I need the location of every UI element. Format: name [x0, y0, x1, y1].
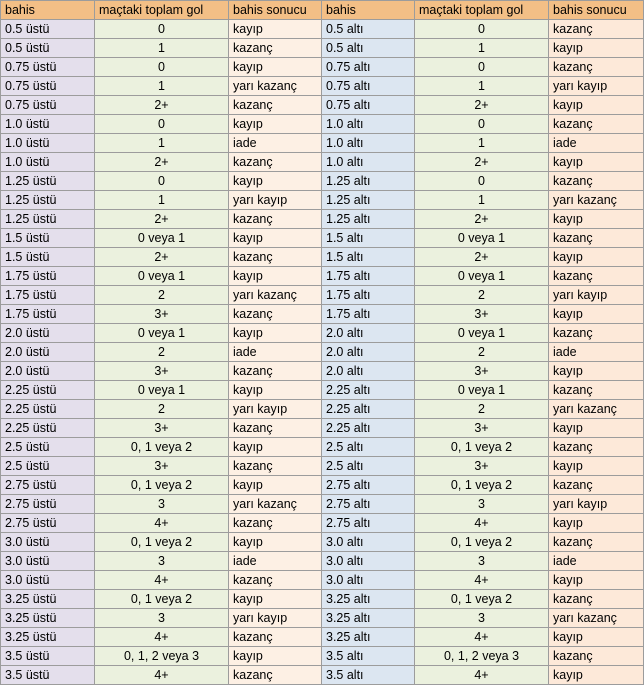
sonuc-alt-cell[interactable]: kayıp [549, 210, 644, 229]
gol-alt-cell[interactable]: 0, 1 veya 2 [415, 476, 549, 495]
gol-ust-cell[interactable]: 1 [95, 77, 229, 96]
sonuc-alt-cell[interactable]: kayıp [549, 419, 644, 438]
sonuc-alt-cell[interactable]: kayıp [549, 153, 644, 172]
table-row [1, 609, 644, 628]
sonuc-ust-cell[interactable]: yarı kayıp [229, 609, 322, 628]
sonuc-alt-cell[interactable]: kazanç [549, 590, 644, 609]
bahis-alt-cell[interactable]: 0.75 altı [322, 96, 415, 115]
bahis-ust-cell[interactable]: 2.5 üstü [1, 438, 95, 457]
bahis-alt-cell[interactable]: 3.5 altı [322, 666, 415, 685]
gol-ust-cell[interactable]: 3 [95, 552, 229, 571]
table-row [1, 419, 644, 438]
sonuc-alt-cell[interactable]: kayıp [549, 96, 644, 115]
gol-ust-cell[interactable]: 3+ [95, 457, 229, 476]
table-row [1, 628, 644, 647]
bahis-alt-cell[interactable]: 0.5 altı [322, 20, 415, 39]
bahis-alt-cell[interactable]: 3.25 altı [322, 628, 415, 647]
table-row [1, 571, 644, 590]
gol-alt-cell[interactable]: 3+ [415, 305, 549, 324]
sonuc-alt-cell[interactable]: yarı kayıp [549, 495, 644, 514]
table-row [1, 77, 644, 96]
sonuc-alt-cell[interactable]: kazanç [549, 172, 644, 191]
table-row [1, 172, 644, 191]
gol-alt-cell[interactable]: 0 veya 1 [415, 381, 549, 400]
sonuc-alt-cell[interactable]: yarı kazanç [549, 400, 644, 419]
gol-alt-cell[interactable]: 2+ [415, 96, 549, 115]
bahis-ust-cell[interactable]: 1.25 üstü [1, 191, 95, 210]
gol-ust-cell[interactable]: 4+ [95, 628, 229, 647]
header-cell-bahis-alt[interactable]: bahis [322, 1, 415, 20]
bahis-alt-cell[interactable]: 2.25 altı [322, 400, 415, 419]
gol-ust-cell[interactable]: 1 [95, 191, 229, 210]
bahis-ust-cell[interactable]: 1.25 üstü [1, 172, 95, 191]
table-body [1, 1, 644, 685]
sonuc-alt-cell[interactable]: kazanç [549, 647, 644, 666]
gol-ust-cell[interactable]: 0 veya 1 [95, 381, 229, 400]
gol-ust-cell[interactable]: 3+ [95, 305, 229, 324]
header-row [1, 1, 644, 20]
gol-alt-cell[interactable]: 4+ [415, 571, 549, 590]
bahis-ust-cell[interactable]: 3.0 üstü [1, 533, 95, 552]
table-row [1, 533, 644, 552]
bahis-ust-cell[interactable]: 0.75 üstü [1, 58, 95, 77]
gol-ust-cell[interactable]: 3 [95, 495, 229, 514]
bahis-ust-cell[interactable]: 3.25 üstü [1, 590, 95, 609]
header-cell-sonuc-ust[interactable]: bahis sonucu [229, 1, 322, 20]
sonuc-ust-cell[interactable]: iade [229, 134, 322, 153]
gol-ust-cell[interactable]: 2+ [95, 96, 229, 115]
sonuc-alt-cell[interactable]: kayıp [549, 248, 644, 267]
bahis-ust-cell[interactable]: 0.75 üstü [1, 77, 95, 96]
bahis-alt-cell[interactable]: 2.5 altı [322, 457, 415, 476]
gol-alt-cell[interactable]: 4+ [415, 514, 549, 533]
sonuc-alt-cell[interactable]: kayıp [549, 305, 644, 324]
gol-ust-cell[interactable]: 0 [95, 58, 229, 77]
bahis-alt-cell[interactable]: 2.75 altı [322, 514, 415, 533]
sonuc-ust-cell[interactable]: kayıp [229, 533, 322, 552]
table-row [1, 495, 644, 514]
sonuc-ust-cell[interactable]: kazanç [229, 419, 322, 438]
gol-ust-cell[interactable]: 0 veya 1 [95, 324, 229, 343]
sonuc-alt-cell[interactable]: kayıp [549, 666, 644, 685]
table-row [1, 343, 644, 362]
bahis-alt-cell[interactable]: 1.75 altı [322, 305, 415, 324]
sonuc-alt-cell[interactable]: yarı kazanç [549, 609, 644, 628]
bahis-ust-cell[interactable]: 3.5 üstü [1, 647, 95, 666]
gol-alt-cell[interactable]: 1 [415, 39, 549, 58]
sonuc-alt-cell[interactable]: kazanç [549, 381, 644, 400]
gol-alt-cell[interactable]: 2 [415, 286, 549, 305]
bahis-ust-cell[interactable]: 2.0 üstü [1, 343, 95, 362]
table-row [1, 153, 644, 172]
gol-alt-cell[interactable]: 2+ [415, 210, 549, 229]
sonuc-ust-cell[interactable]: kazanç [229, 666, 322, 685]
sonuc-alt-cell[interactable]: kazanç [549, 229, 644, 248]
gol-ust-cell[interactable]: 4+ [95, 514, 229, 533]
sonuc-ust-cell[interactable]: yarı kayıp [229, 191, 322, 210]
sonuc-alt-cell[interactable]: kayıp [549, 628, 644, 647]
table-row [1, 134, 644, 153]
gol-alt-cell[interactable]: 3 [415, 552, 549, 571]
table-row [1, 267, 644, 286]
bahis-alt-cell[interactable]: 1.25 altı [322, 191, 415, 210]
gol-ust-cell[interactable]: 0, 1 veya 2 [95, 438, 229, 457]
gol-ust-cell[interactable]: 2+ [95, 210, 229, 229]
bahis-alt-cell[interactable]: 2.5 altı [322, 438, 415, 457]
table-row [1, 115, 644, 134]
sonuc-alt-cell[interactable]: iade [549, 134, 644, 153]
bahis-ust-cell[interactable]: 1.0 üstü [1, 153, 95, 172]
bahis-alt-cell[interactable]: 1.5 altı [322, 229, 415, 248]
gol-ust-cell[interactable]: 4+ [95, 666, 229, 685]
gol-alt-cell[interactable]: 0 [415, 115, 549, 134]
sonuc-alt-cell[interactable]: kayıp [549, 362, 644, 381]
sonuc-ust-cell[interactable]: kayıp [229, 115, 322, 134]
bahis-ust-cell[interactable]: 1.5 üstü [1, 229, 95, 248]
table-row [1, 58, 644, 77]
bahis-ust-cell[interactable]: 3.0 üstü [1, 552, 95, 571]
table-row [1, 229, 644, 248]
gol-alt-cell[interactable]: 3+ [415, 419, 549, 438]
gol-alt-cell[interactable]: 0, 1 veya 2 [415, 533, 549, 552]
sonuc-ust-cell[interactable]: kazanç [229, 248, 322, 267]
table-row [1, 438, 644, 457]
gol-alt-cell[interactable]: 0 veya 1 [415, 229, 549, 248]
bahis-ust-cell[interactable]: 2.75 üstü [1, 514, 95, 533]
gol-ust-cell[interactable]: 1 [95, 39, 229, 58]
bahis-alt-cell[interactable]: 3.25 altı [322, 590, 415, 609]
gol-alt-cell[interactable]: 1 [415, 77, 549, 96]
gol-alt-cell[interactable]: 3+ [415, 362, 549, 381]
sonuc-alt-cell[interactable]: kazanç [549, 20, 644, 39]
bahis-alt-cell[interactable]: 1.5 altı [322, 248, 415, 267]
sonuc-alt-cell[interactable]: yarı kazanç [549, 191, 644, 210]
bahis-alt-cell[interactable]: 2.75 altı [322, 495, 415, 514]
bahis-ust-cell[interactable]: 3.25 üstü [1, 609, 95, 628]
bahis-alt-cell[interactable]: 3.0 altı [322, 533, 415, 552]
bahis-ust-cell[interactable]: 2.0 üstü [1, 324, 95, 343]
gol-alt-cell[interactable]: 0, 1 veya 2 [415, 590, 549, 609]
bahis-ust-cell[interactable]: 2.75 üstü [1, 495, 95, 514]
sonuc-alt-cell[interactable]: yarı kayıp [549, 77, 644, 96]
sonuc-ust-cell[interactable]: kazanç [229, 210, 322, 229]
bahis-alt-cell[interactable]: 0.75 altı [322, 58, 415, 77]
sonuc-alt-cell[interactable]: kazanç [549, 533, 644, 552]
bahis-ust-cell[interactable]: 3.0 üstü [1, 571, 95, 590]
bahis-alt-cell[interactable]: 3.5 altı [322, 647, 415, 666]
bahis-ust-cell[interactable]: 3.5 üstü [1, 666, 95, 685]
bahis-ust-cell[interactable]: 2.25 üstü [1, 419, 95, 438]
bahis-alt-cell[interactable]: 0.75 altı [322, 77, 415, 96]
table-row [1, 286, 644, 305]
table-row [1, 248, 644, 267]
gol-alt-cell[interactable]: 4+ [415, 628, 549, 647]
gol-alt-cell[interactable]: 4+ [415, 666, 549, 685]
header-cell-sonuc-alt[interactable]: bahis sonucu [549, 1, 644, 20]
bahis-alt-cell[interactable]: 3.25 altı [322, 609, 415, 628]
gol-alt-cell[interactable]: 1 [415, 191, 549, 210]
table-row [1, 305, 644, 324]
table-row [1, 552, 644, 571]
sonuc-ust-cell[interactable]: kayıp [229, 476, 322, 495]
sonuc-ust-cell[interactable]: kayıp [229, 438, 322, 457]
gol-ust-cell[interactable]: 2 [95, 400, 229, 419]
sonuc-ust-cell[interactable]: kayıp [229, 20, 322, 39]
gol-ust-cell[interactable]: 4+ [95, 571, 229, 590]
gol-ust-cell[interactable]: 0 [95, 172, 229, 191]
bahis-alt-cell[interactable]: 2.0 altı [322, 324, 415, 343]
gol-ust-cell[interactable]: 0 [95, 115, 229, 134]
gol-alt-cell[interactable]: 3 [415, 495, 549, 514]
bahis-alt-cell[interactable]: 2.0 altı [322, 362, 415, 381]
table-row [1, 647, 644, 666]
gol-ust-cell[interactable]: 0, 1 veya 2 [95, 533, 229, 552]
table-row [1, 96, 644, 115]
table-row [1, 457, 644, 476]
bahis-alt-cell[interactable]: 2.75 altı [322, 476, 415, 495]
sonuc-alt-cell[interactable]: kayıp [549, 457, 644, 476]
sonuc-ust-cell[interactable]: kazanç [229, 457, 322, 476]
sonuc-ust-cell[interactable]: kayıp [229, 324, 322, 343]
table-row [1, 666, 644, 685]
bahis-ust-cell[interactable]: 1.75 üstü [1, 267, 95, 286]
sonuc-ust-cell[interactable]: yarı kazanç [229, 77, 322, 96]
sonuc-ust-cell[interactable]: kayıp [229, 172, 322, 191]
sonuc-ust-cell[interactable]: kazanç [229, 153, 322, 172]
bahis-alt-cell[interactable]: 1.0 altı [322, 134, 415, 153]
bahis-alt-cell[interactable]: 0.5 altı [322, 39, 415, 58]
bahis-alt-cell[interactable]: 1.75 altı [322, 267, 415, 286]
gol-alt-cell[interactable]: 2+ [415, 248, 549, 267]
sonuc-ust-cell[interactable]: yarı kazanç [229, 495, 322, 514]
gol-alt-cell[interactable]: 0, 1, 2 veya 3 [415, 647, 549, 666]
sonuc-alt-cell[interactable]: iade [549, 552, 644, 571]
bahis-ust-cell[interactable]: 3.25 üstü [1, 628, 95, 647]
table-row [1, 191, 644, 210]
table-row [1, 514, 644, 533]
gol-ust-cell[interactable]: 3 [95, 609, 229, 628]
bahis-alt-cell[interactable]: 1.0 altı [322, 115, 415, 134]
sonuc-alt-cell[interactable]: kayıp [549, 514, 644, 533]
table-row [1, 400, 644, 419]
table-row [1, 590, 644, 609]
sonuc-alt-cell[interactable]: kazanç [549, 476, 644, 495]
sonuc-ust-cell[interactable]: kayıp [229, 647, 322, 666]
header-cell-bahis-ust[interactable]: bahis [1, 1, 95, 20]
sonuc-ust-cell[interactable]: kazanç [229, 514, 322, 533]
sonuc-alt-cell[interactable]: kazanç [549, 58, 644, 77]
gol-alt-cell[interactable]: 0 veya 1 [415, 324, 549, 343]
gol-alt-cell[interactable]: 3+ [415, 457, 549, 476]
bahis-ust-cell[interactable]: 0.5 üstü [1, 39, 95, 58]
gol-ust-cell[interactable]: 1 [95, 134, 229, 153]
sonuc-ust-cell[interactable]: kayıp [229, 267, 322, 286]
bahis-ust-cell[interactable]: 2.5 üstü [1, 457, 95, 476]
bahis-alt-cell[interactable]: 1.75 altı [322, 286, 415, 305]
gol-alt-cell[interactable]: 2+ [415, 153, 549, 172]
sonuc-ust-cell[interactable]: kayıp [229, 381, 322, 400]
table-row [1, 210, 644, 229]
gol-ust-cell[interactable]: 0 [95, 20, 229, 39]
gol-alt-cell[interactable]: 3 [415, 609, 549, 628]
gol-ust-cell[interactable]: 0 veya 1 [95, 229, 229, 248]
sonuc-alt-cell[interactable]: kazanç [549, 115, 644, 134]
gol-ust-cell[interactable]: 3+ [95, 419, 229, 438]
gol-ust-cell[interactable]: 0, 1 veya 2 [95, 476, 229, 495]
gol-ust-cell[interactable]: 2+ [95, 248, 229, 267]
sonuc-ust-cell[interactable]: yarı kayıp [229, 400, 322, 419]
bahis-alt-cell[interactable]: 1.25 altı [322, 210, 415, 229]
sonuc-ust-cell[interactable]: yarı kazanç [229, 286, 322, 305]
gol-alt-cell[interactable]: 0 veya 1 [415, 267, 549, 286]
table-row [1, 362, 644, 381]
sonuc-alt-cell[interactable]: yarı kayıp [549, 286, 644, 305]
gol-alt-cell[interactable]: 0 [415, 20, 549, 39]
header-cell-gol-alt[interactable]: maçtaki toplam gol [415, 1, 549, 20]
sonuc-alt-cell[interactable]: kayıp [549, 39, 644, 58]
bahis-ust-cell[interactable]: 0.5 üstü [1, 20, 95, 39]
bahis-ust-cell[interactable]: 2.25 üstü [1, 400, 95, 419]
sonuc-ust-cell[interactable]: kayıp [229, 58, 322, 77]
sonuc-ust-cell[interactable]: iade [229, 343, 322, 362]
bahis-ust-cell[interactable]: 0.75 üstü [1, 96, 95, 115]
gol-ust-cell[interactable]: 0 veya 1 [95, 267, 229, 286]
bahis-alt-cell[interactable]: 3.0 altı [322, 571, 415, 590]
sonuc-ust-cell[interactable]: kazanç [229, 96, 322, 115]
sonuc-ust-cell[interactable]: kazanç [229, 362, 322, 381]
bahis-alt-cell[interactable]: 2.25 altı [322, 419, 415, 438]
sonuc-ust-cell[interactable]: kazanç [229, 305, 322, 324]
header-cell-gol-ust[interactable]: maçtaki toplam gol [95, 1, 229, 20]
bahis-ust-cell[interactable]: 1.25 üstü [1, 210, 95, 229]
bahis-ust-cell[interactable]: 1.0 üstü [1, 115, 95, 134]
sonuc-ust-cell[interactable]: kazanç [229, 628, 322, 647]
gol-alt-cell[interactable]: 0 [415, 172, 549, 191]
gol-alt-cell[interactable]: 0, 1 veya 2 [415, 438, 549, 457]
sonuc-ust-cell[interactable]: kazanç [229, 571, 322, 590]
gol-ust-cell[interactable]: 2 [95, 286, 229, 305]
gol-ust-cell[interactable]: 2+ [95, 153, 229, 172]
bahis-ust-cell[interactable]: 2.25 üstü [1, 381, 95, 400]
sonuc-alt-cell[interactable]: kazanç [549, 267, 644, 286]
sonuc-ust-cell[interactable]: kayıp [229, 590, 322, 609]
sonuc-alt-cell[interactable]: kazanç [549, 438, 644, 457]
bahis-ust-cell[interactable]: 2.0 üstü [1, 362, 95, 381]
bahis-ust-cell[interactable]: 1.75 üstü [1, 305, 95, 324]
gol-ust-cell[interactable]: 0, 1, 2 veya 3 [95, 647, 229, 666]
sonuc-alt-cell[interactable]: kayıp [549, 571, 644, 590]
gol-ust-cell[interactable]: 0, 1 veya 2 [95, 590, 229, 609]
bahis-alt-cell[interactable]: 2.25 altı [322, 381, 415, 400]
sonuc-ust-cell[interactable]: kayıp [229, 229, 322, 248]
sonuc-ust-cell[interactable]: iade [229, 552, 322, 571]
bahis-ust-cell[interactable]: 2.75 üstü [1, 476, 95, 495]
bahis-ust-cell[interactable]: 1.5 üstü [1, 248, 95, 267]
table-row [1, 381, 644, 400]
bahis-alt-cell[interactable]: 2.0 altı [322, 343, 415, 362]
gol-ust-cell[interactable]: 2 [95, 343, 229, 362]
bahis-ust-cell[interactable]: 1.0 üstü [1, 134, 95, 153]
sonuc-ust-cell[interactable]: kazanç [229, 39, 322, 58]
table-row [1, 324, 644, 343]
gol-alt-cell[interactable]: 2 [415, 400, 549, 419]
bahis-alt-cell[interactable]: 1.25 altı [322, 172, 415, 191]
bahis-alt-cell[interactable]: 3.0 altı [322, 552, 415, 571]
table-row [1, 476, 644, 495]
table-row [1, 39, 644, 58]
bahis-alt-cell[interactable]: 1.0 altı [322, 153, 415, 172]
gol-alt-cell[interactable]: 0 [415, 58, 549, 77]
table-row [1, 20, 644, 39]
bahis-ust-cell[interactable]: 1.75 üstü [1, 286, 95, 305]
gol-ust-cell[interactable]: 3+ [95, 362, 229, 381]
gol-alt-cell[interactable]: 1 [415, 134, 549, 153]
gol-alt-cell[interactable]: 2 [415, 343, 549, 362]
sonuc-alt-cell[interactable]: kazanç [549, 324, 644, 343]
sonuc-alt-cell[interactable]: iade [549, 343, 644, 362]
